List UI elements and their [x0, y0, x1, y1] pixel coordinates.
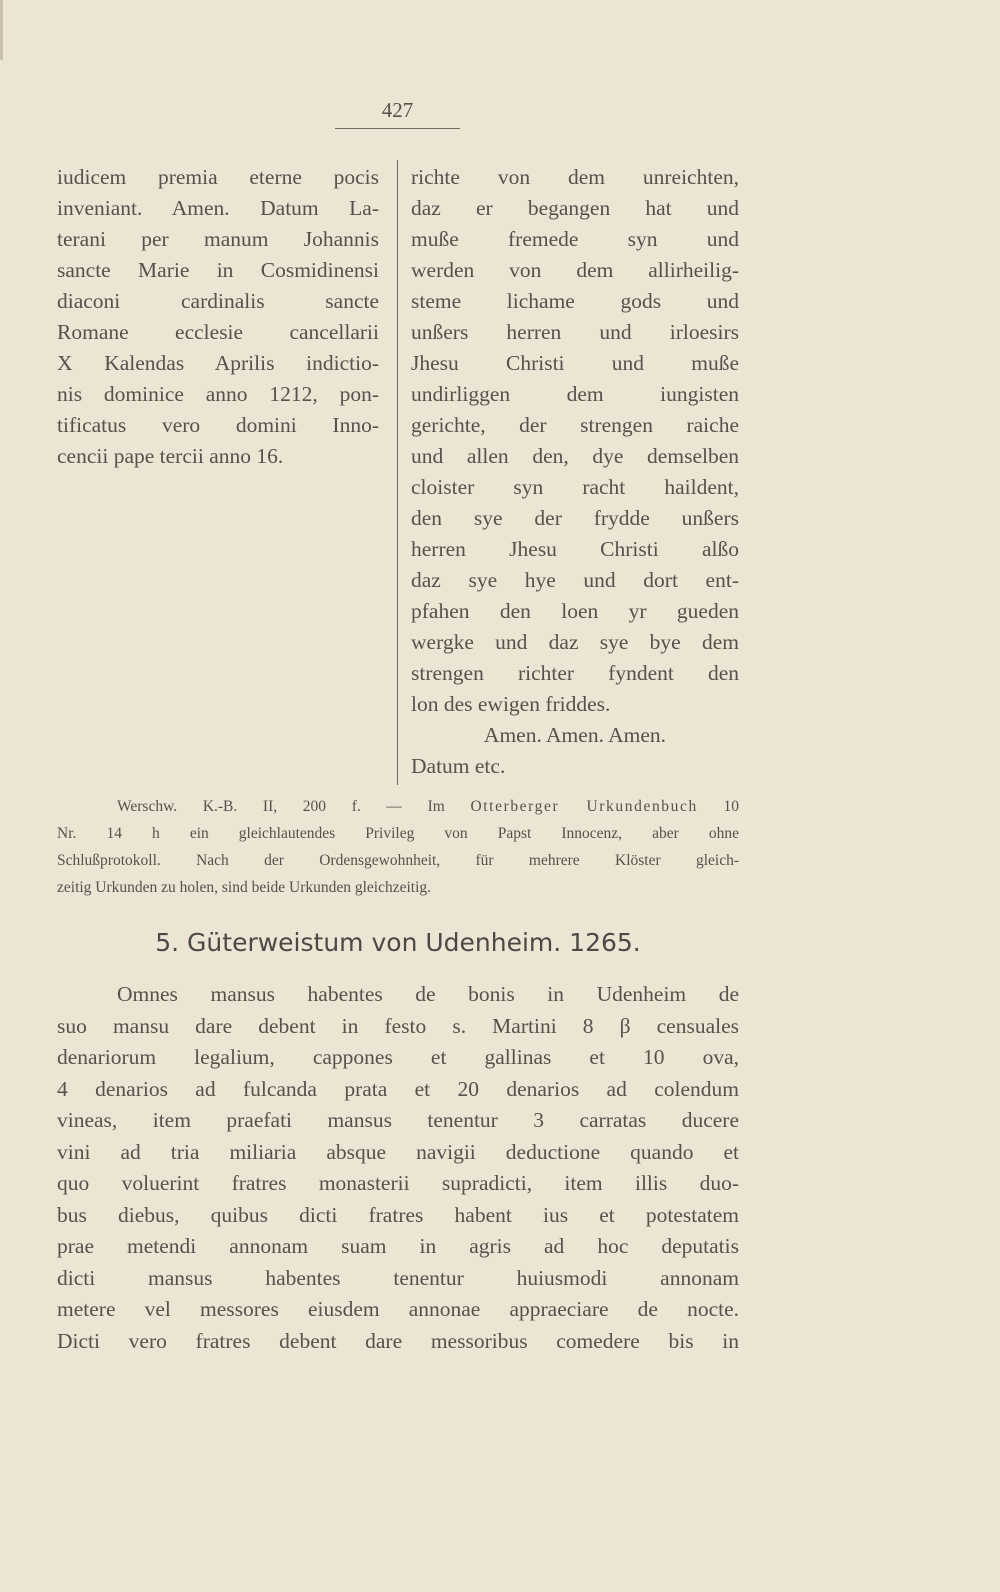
column-divider: [397, 160, 398, 785]
section-heading: 5. Güterweistum von Udenheim. 1265.: [155, 928, 641, 957]
page-number-rule: [335, 128, 460, 129]
text-line: bus diebus, quibus dicti fratres habent ius et potestatem: [57, 1202, 739, 1227]
text-line: dicti mansus habentes tenentur huiusmodi annonam: [57, 1265, 739, 1290]
left-column: [57, 162, 379, 472]
text-line: Datum etc.: [411, 754, 506, 778]
footnote-line: zeitig Urkunden zu holen, sind beide Urkunden gleichzeitig.: [57, 879, 432, 896]
page-number: 427: [381, 98, 414, 122]
text-line: muße fremede syn und: [411, 227, 739, 251]
text-line: cencii pape tercii anno 16.: [57, 444, 284, 468]
text-line: 4 denarios ad fulcanda prata et 20 denarios ad colendum: [57, 1076, 739, 1101]
text-line: Romane ecclesie cancellarii: [57, 320, 379, 344]
text-line: vineas, item praefati mansus tenentur 3 carratas ducere: [57, 1108, 739, 1132]
text-line: cloister syn racht haildent,: [411, 475, 739, 499]
text-line: metere vel messores eiusdem annonae appraeciare de nocte.: [57, 1297, 739, 1321]
text-line: undirliggen dem iungisten: [411, 382, 739, 406]
text-line: den sye der frydde unßers: [411, 506, 739, 530]
text-line: strengen richter fyndent den: [411, 661, 739, 685]
text-line: tificatus vero domini Inno-: [57, 413, 379, 437]
text-line: X Kalendas Aprilis indictio-: [57, 351, 379, 375]
text-line: Omnes mansus habentes de bonis in Udenheim de: [117, 982, 739, 1006]
text-line: wergke und daz sye bye dem: [411, 630, 739, 654]
text-line: und allen den, dye demselben: [411, 444, 739, 468]
text-line: unßers herren und irloesirs: [411, 320, 739, 344]
text-line: daz er begangen hat und: [411, 196, 739, 220]
text-line: diaconi cardinalis sancte: [57, 289, 379, 313]
text-line: prae metendi annonam suam in agris ad hoc deputatis: [57, 1234, 739, 1258]
body-text: [57, 979, 739, 1357]
footnote-citation: Werschw. K.-B. II, 200 f. — Im: [117, 798, 471, 815]
footnote-source-title: Otterberger Urkundenbuch: [470, 798, 698, 815]
text-line: inveniant. Amen. Datum La-: [57, 196, 379, 220]
text-line: gerichte, der strengen raiche: [411, 413, 739, 437]
text-line: suo mansu dare debent in festo s. Martini 8 β censuales: [57, 1013, 739, 1038]
text-line: herren Jhesu Christi alßo: [411, 537, 739, 561]
text-line: vini ad tria miliaria absque navigii deductione quando et: [57, 1139, 739, 1164]
text-line: Amen. Amen. Amen.: [483, 723, 667, 747]
text-line: werden von dem allirheilig-: [411, 258, 739, 282]
text-line: terani per manum Johannis: [57, 227, 379, 251]
footnote-line: Nr. 14 h ein gleichlautendes Privileg von Papst Innocenz, aber ohne: [57, 825, 739, 842]
text-line: nis dominice anno 1212, pon-: [57, 382, 379, 406]
text-line: richte von dem unreichten,: [411, 165, 739, 189]
text-line: daz sye hye und dort ent-: [411, 568, 739, 592]
text-line: pfahen den loen yr gueden: [411, 599, 739, 623]
text-line: Dicti vero fratres debent dare messoribus comedere bis in: [57, 1328, 739, 1353]
text-line: Jhesu Christi und muße: [411, 351, 739, 375]
text-line: quo voluerint fratres monasterii supradicti, item illis duo-: [57, 1171, 739, 1195]
footnote-line: [57, 793, 739, 820]
scan-edge: [0, 0, 3, 60]
text-line: iudicem premia eterne pocis: [57, 165, 379, 189]
text-line: denariorum legalium, cappones et gallinas et 10 ova,: [57, 1045, 739, 1069]
footnote-line: Schlußprotokoll. Nach der Ordensgewohnheit, für mehrere Klöster gleich-: [57, 852, 739, 869]
text-line: steme lichame gods und: [411, 289, 739, 313]
text-line: sancte Marie in Cosmidinensi: [57, 258, 379, 282]
footnote-volume: 10: [697, 798, 739, 815]
right-column: [411, 162, 739, 782]
text-line: lon des ewigen friddes.: [411, 692, 611, 716]
footnote: [57, 793, 739, 901]
